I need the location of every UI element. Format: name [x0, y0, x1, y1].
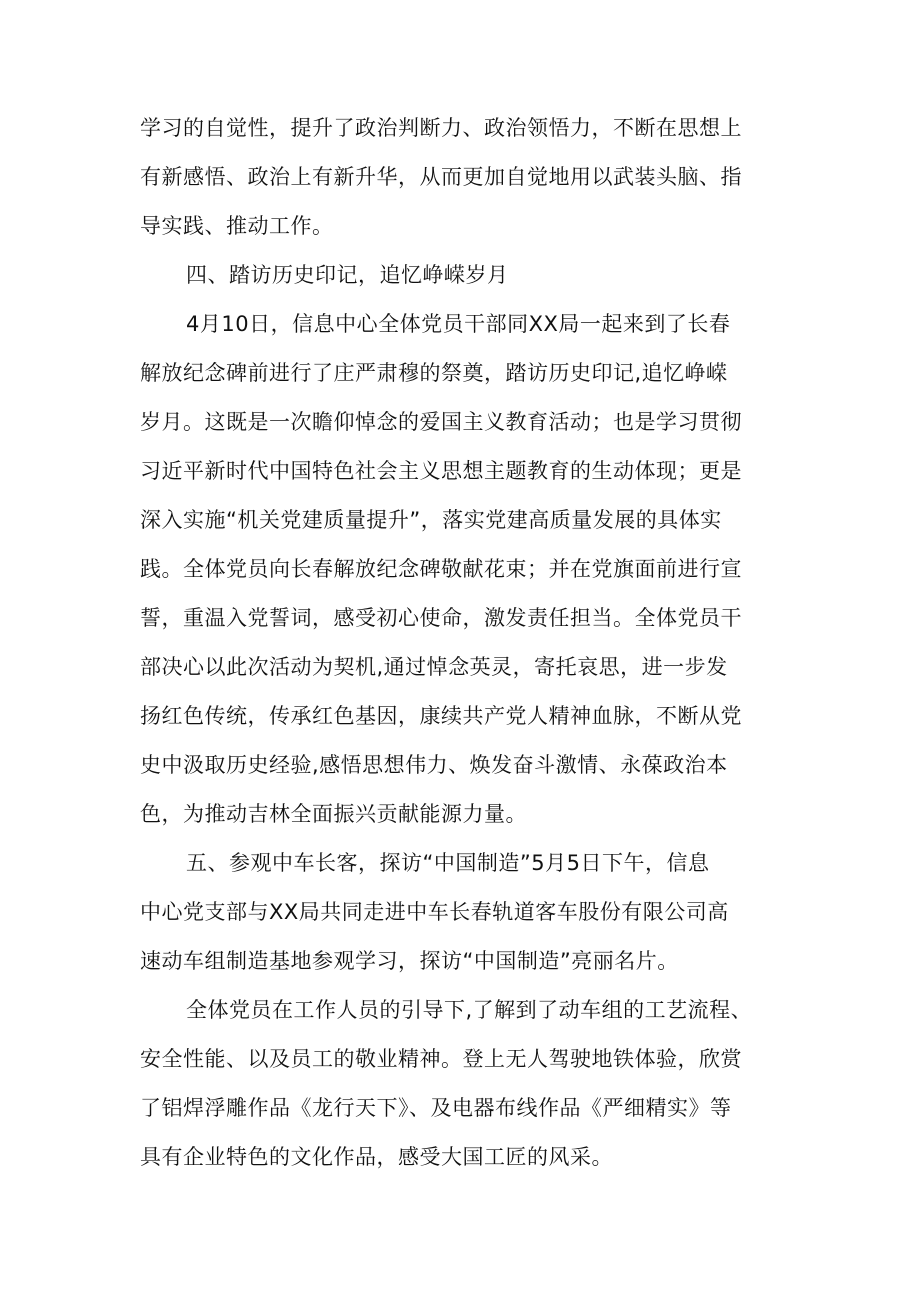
section-heading: 四、踏访历史印记，追忆峥嵘岁月: [186, 263, 509, 287]
text-line: 深入实施“机关党建质量提升”，落实党建高质量发展的具体实: [140, 508, 722, 532]
text-line: 部决心以此次活动为契机,通过悼念英灵，寄托哀思，进一步发: [140, 655, 728, 679]
text-line: 扬红色传统，传承红色基因，康续共产党人精神血脉，不断从党: [140, 704, 742, 728]
text-line: 学习的自觉性，提升了政治判断力、政治领悟力，不断在思想上: [140, 116, 742, 140]
text-line: 了铝焊浮雕作品《龙行天下》、及电器布线作品《严细精实》等: [140, 1096, 732, 1120]
section-heading: 五、参观中车长客，探访“中国制造”5月5日下午，信息: [186, 851, 710, 875]
text-line: 4月10日，信息中心全体党员干部同XX局一起来到了长春: [186, 312, 731, 336]
text-line: 导实践、推动工作。: [140, 214, 334, 238]
text-line: 全体党员在工作人员的引导下,了解到了动车组的工艺流程、: [186, 998, 753, 1022]
text-line: 解放纪念碑前进行了庄严肃穆的祭奠，踏访历史印记,追忆峥嵘: [140, 361, 728, 385]
text-line: 速动车组制造基地参观学习，探访“中国制造”亮丽名片。: [140, 949, 679, 973]
text-line: 岁月。这既是一次瞻仰悼念的爱国主义教育活动；也是学习贯彻: [140, 410, 742, 434]
document-body: [140, 104, 782, 1182]
text-line: 习近平新时代中国特色社会主义思想主题教育的生动体现；更是: [140, 459, 742, 483]
text-line: 色，为推动吉林全面振兴贡献能源力量。: [140, 802, 527, 826]
text-line: 具有企业特色的文化作品，感受大国工匠的风采。: [140, 1145, 613, 1169]
text-line: 中心党支部与XX局共同走进中车长春轨道客车股份有限公司高: [140, 900, 729, 924]
text-line: 有新感悟、政治上有新升华，从而更加自觉地用以武装头脑、指: [140, 165, 742, 189]
text-line: 安全性能、以及员工的敬业精神。登上无人驾驶地铁体验，欣赏: [140, 1047, 742, 1071]
text-line: 史中汲取历史经验,感悟思想伟力、焕发奋斗激情、永葆政治本: [140, 753, 728, 777]
text-line: 践。全体党员向长春解放纪念碑敬献花束；并在党旗面前进行宣: [140, 557, 742, 581]
text-line: 誓，重温入党誓词，感受初心使命，激发责任担当。全体党员干: [140, 606, 742, 630]
